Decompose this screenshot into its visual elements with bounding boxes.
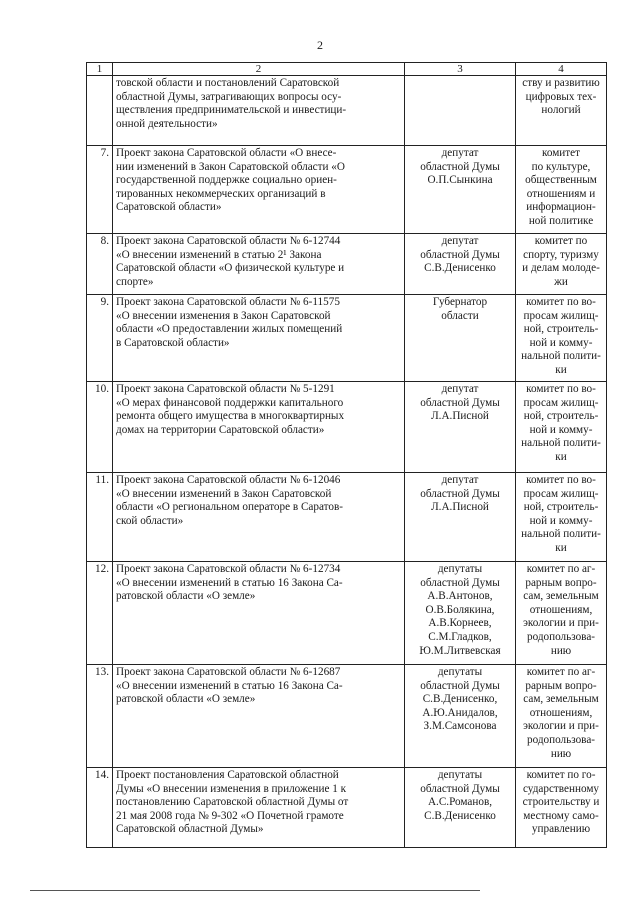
row-committee: комитет по спорту, туризму и делам молоде- жи (516, 234, 607, 295)
column-header-title: 2 (113, 63, 405, 76)
column-header-number: 1 (87, 63, 113, 76)
row-title: Проект закона Саратовской области № 6-12734 «О внесении изменений в статью 16 Закона Са- ратовской области «О земле» (113, 562, 405, 665)
table-row (87, 768, 607, 848)
row-title: Проект закона Саратовской области № 6-12744 «О внесении изменений в статью 2¹ Закона Саратовской области «О физической культуре и спорте» (113, 234, 405, 295)
row-title: Проект закона Саратовской области № 5-1291 «О мерах финансовой поддержки капитального ремонта общего имущества в многоквартирных домах на территории Саратовской области» (113, 382, 405, 473)
table-row (87, 382, 607, 473)
row-sponsor: депутат областной Думы Л.А.Писной (405, 473, 516, 562)
row-title: Проект постановления Саратовской областной Думы «О внесении изменения в приложение 1 к постановлению Саратовской областной Думы от 21 мая 2008 года № 9-302 «О Почетной грамоте Саратовской областной Думы» (113, 768, 405, 848)
row-committee: комитет по аг- рарным вопро- сам, земельным отношениям, экологии и при- родопользова- нию (516, 562, 607, 665)
agenda-table (86, 62, 607, 848)
column-header-sponsor: 3 (405, 63, 516, 76)
row-committee: комитет по го- сударственному строительству и местному само- управлению (516, 768, 607, 848)
row-sponsor: депутат областной Думы С.В.Денисенко (405, 234, 516, 295)
row-number: 12. (87, 562, 113, 665)
row-sponsor: депутат областной Думы О.П.Сынкина (405, 146, 516, 234)
row-committee: комитет по во- просам жилищ- ной, строитель- ной и комму- нальной полити- ки (516, 382, 607, 473)
row-committee: ству и развитию цифровых тех- нологий (516, 76, 607, 146)
row-title: Проект закона Саратовской области № 6-12046 «О внесении изменений в Закон Саратовской области «О региональном операторе в Саратов- ской области» (113, 473, 405, 562)
table-row (87, 665, 607, 768)
page-number: 2 (317, 38, 323, 52)
row-title: товской области и постановлений Саратовской областной Думы, затрагивающих вопросы осу- ществления предпринимательской и инвестици- онной деятельности» (113, 76, 405, 146)
row-number: 7. (87, 146, 113, 234)
row-number: 11. (87, 473, 113, 562)
column-header-committee: 4 (516, 63, 607, 76)
row-sponsor: депутаты областной Думы А.С.Романов, С.В.Денисенко (405, 768, 516, 848)
row-title: Проект закона Саратовской области № 6-11575 «О внесении изменения в Закон Саратовской области «О предоставлении жилых помещений в Саратовской области» (113, 295, 405, 382)
footer-divider (30, 890, 480, 891)
row-title: Проект закона Саратовской области «О внесе- нии изменений в Закон Саратовской области «О государственной поддержке социально ориен- тированных некоммерческих организаций в Саратовской области» (113, 146, 405, 234)
row-number: 13. (87, 665, 113, 768)
row-number (87, 76, 113, 146)
table-row (87, 562, 607, 665)
table-row (87, 473, 607, 562)
row-sponsor: Губернатор области (405, 295, 516, 382)
row-number: 14. (87, 768, 113, 848)
row-number: 9. (87, 295, 113, 382)
row-number: 10. (87, 382, 113, 473)
table-row (87, 146, 607, 234)
row-committee: комитет по во- просам жилищ- ной, строитель- ной и комму- нальной полити- ки (516, 295, 607, 382)
table-row (87, 76, 607, 146)
row-sponsor: депутаты областной Думы С.В.Денисенко, А.Ю.Анидалов, З.М.Самсонова (405, 665, 516, 768)
row-sponsor: депутат областной Думы Л.А.Писной (405, 382, 516, 473)
row-committee: комитет по во- просам жилищ- ной, строитель- ной и комму- нальной полити- ки (516, 473, 607, 562)
row-sponsor: депутаты областной Думы А.В.Антонов, О.В.Болякина, А.В.Корнеев, С.М.Гладков, Ю.М.Литвевская (405, 562, 516, 665)
table-row (87, 295, 607, 382)
row-title: Проект закона Саратовской области № 6-12687 «О внесении изменений в статью 16 Закона Са- ратовской области «О земле» (113, 665, 405, 768)
row-sponsor (405, 76, 516, 146)
table-row (87, 234, 607, 295)
row-committee: комитет по аг- рарным вопро- сам, земельным отношениям, экологии и при- родопользова- нию (516, 665, 607, 768)
table-header-row (87, 63, 607, 76)
row-number: 8. (87, 234, 113, 295)
row-committee: комитет по культуре, общественным отношениям и информацион- ной политике (516, 146, 607, 234)
